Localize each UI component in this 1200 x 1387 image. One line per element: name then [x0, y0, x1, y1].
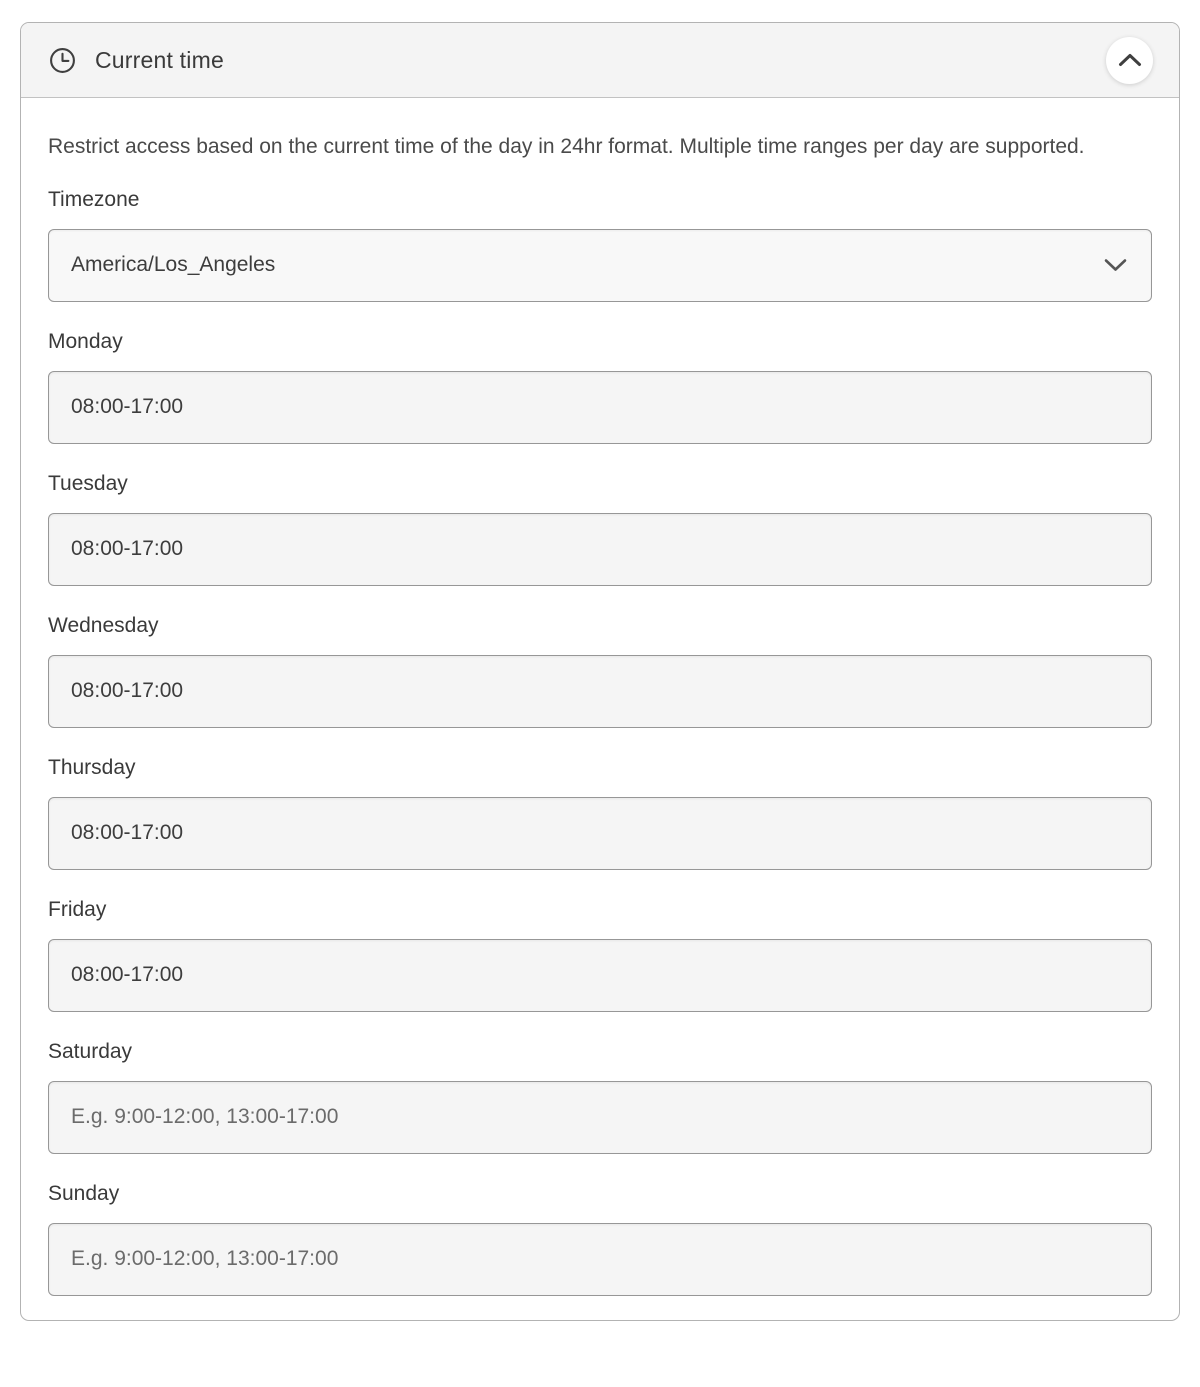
clock-icon [49, 47, 76, 74]
chevron-down-icon [1104, 259, 1127, 272]
time-range-input-wednesday[interactable] [48, 655, 1152, 728]
day-field-row [48, 1040, 1152, 1154]
time-range-input-sunday[interactable] [48, 1223, 1152, 1296]
day-field-row [48, 756, 1152, 870]
collapse-button[interactable] [1106, 37, 1153, 84]
day-label-tuesday: Tuesday [48, 471, 128, 495]
timezone-selected-value: America/Los_Angeles [71, 253, 276, 277]
timezone-select[interactable] [48, 229, 1152, 302]
day-label-wednesday: Wednesday [48, 613, 159, 637]
current-time-panel [20, 22, 1180, 1321]
day-label-thursday: Thursday [48, 755, 136, 779]
day-field-row [48, 614, 1152, 728]
day-fields [48, 330, 1152, 1296]
time-range-input-tuesday[interactable] [48, 513, 1152, 586]
timezone-label: Timezone [48, 187, 140, 211]
day-label-sunday: Sunday [48, 1181, 120, 1205]
time-range-input-saturday[interactable] [48, 1081, 1152, 1154]
time-range-input-monday[interactable] [48, 371, 1152, 444]
time-range-input-friday[interactable] [48, 939, 1152, 1012]
panel-body [21, 98, 1179, 1320]
day-field-row [48, 898, 1152, 1012]
panel-description: Restrict access based on the current time of the day in 24hr format. Multiple time ranges per day are supported. [48, 135, 1085, 158]
panel-header[interactable] [21, 23, 1179, 98]
chevron-up-icon [1118, 53, 1142, 67]
day-label-saturday: Saturday [48, 1039, 133, 1063]
panel-title: Current time [95, 46, 224, 73]
day-field-row [48, 1182, 1152, 1296]
day-label-monday: Monday [48, 329, 123, 353]
day-label-friday: Friday [48, 897, 107, 921]
day-field-row [48, 330, 1152, 444]
time-range-input-thursday[interactable] [48, 797, 1152, 870]
day-field-row [48, 472, 1152, 586]
